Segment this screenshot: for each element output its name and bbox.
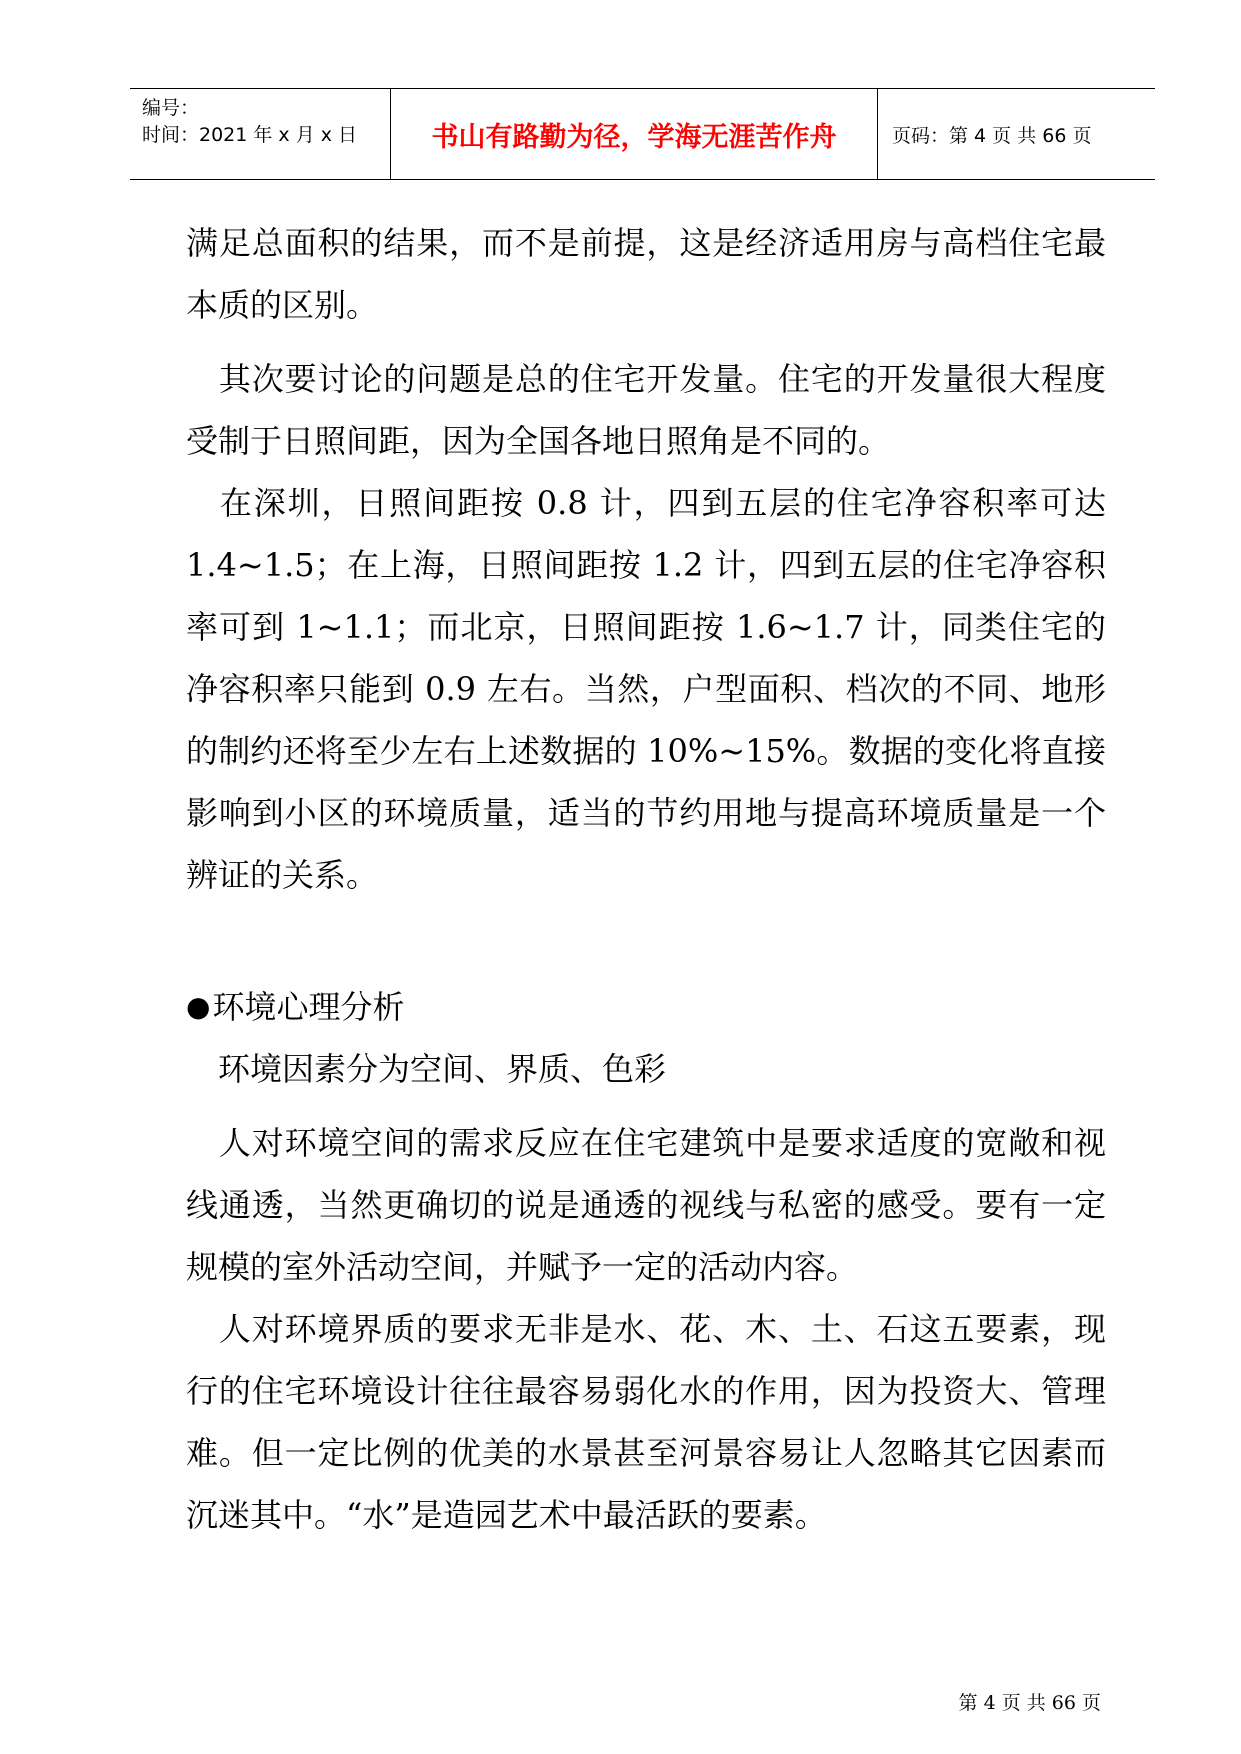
page-footer: 第 4 页 共 66 页 [958, 1692, 1101, 1714]
page-header [130, 88, 1155, 180]
section-heading-text: 环境心理分析 [212, 988, 405, 1026]
header-motto: 书山有路勤为径，学海无涯苦作舟 [391, 89, 878, 179]
date-label: 时间：2021 年 x 月 x 日 [142, 124, 358, 146]
section-heading [186, 976, 1106, 1038]
bullet-icon: ● [186, 990, 211, 1023]
paragraph-4: 环境因素分为空间、界质、色彩 [186, 1050, 667, 1088]
paragraph-1: 满足总面积的结果，而不是前提，这是经济适用房与高档住宅最本质的区别。 [186, 224, 1106, 324]
paragraph-5: 人对环境空间的需求反应在住宅建筑中是要求适度的宽敞和视线通透，当然更确切的说是通透的视线与私密的感受。要有一定规模的室外活动空间，并赋予一定的活动内容。 [186, 1124, 1106, 1286]
header-meta [130, 89, 391, 179]
paragraph-3: 在深圳，日照间距按 0.8 计，四到五层的住宅净容积率可达 1.4~1.5；在上海，日照间距按 1.2 计，四到五层的住宅净容积率可到 1~1.1；而北京，日照间距按 1.6~1.7 计，同类住宅的净容积率只能到 0.9 左右。当然，户型面积、档次的不同、地形的制约还将至少左右上述数据的 10%~15%。数据的变化将直接影响到小区的环境质量，适当的节约用地与提高环境质量是一个辨证的关系。 [186, 484, 1106, 894]
doc-number-label: 编号： [142, 97, 200, 119]
document-body [186, 212, 1106, 1546]
header-page-info: 页码：第 4 页 共 66 页 [892, 124, 1092, 147]
paragraph-2: 其次要讨论的问题是总的住宅开发量。住宅的开发量很大程度受制于日照间距，因为全国各地日照角是不同的。 [186, 360, 1106, 460]
paragraph-6: 人对环境界质的要求无非是水、花、木、土、石这五要素，现行的住宅环境设计往往最容易弱化水的作用，因为投资大、管理难。但一定比例的优美的水景甚至河景容易让人忽略其它因素而沉迷其中。“水”是造园艺术中最活跃的要素。 [186, 1310, 1106, 1534]
